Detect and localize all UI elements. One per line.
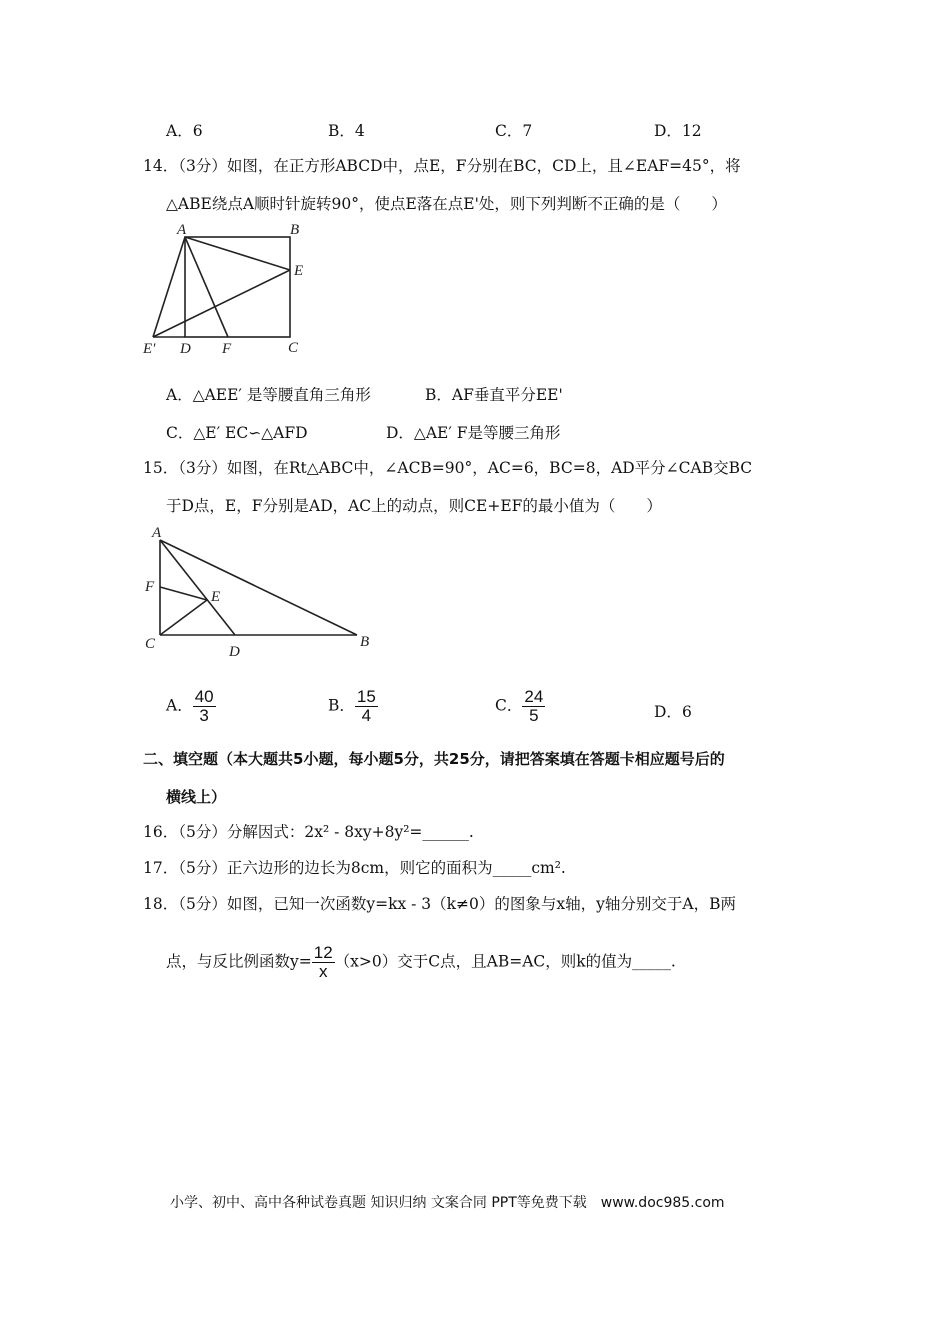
q16-stem: 16．（5分）分解因式：2x² - 8xy+8y²=______. (143, 823, 474, 841)
label-f: F (145, 579, 155, 595)
q14-option-c: C．△E′ EC∽△AFD (166, 424, 308, 442)
q13-option-d: D．12 (654, 122, 702, 140)
q15-stem-line1: 15．（3分）如图，在Rt△ABC中，∠ACB=90°，AC=6，BC=8，AD平分∠CAB交BC (143, 459, 753, 477)
q15-stem-line2: 于D点，E，F分别是AD，AC上的动点，则CE+EF的最小值为（ ） (166, 497, 662, 515)
q14-option-d: D．△AE′ F是等腰三角形 (386, 424, 561, 442)
label-d: D (229, 644, 240, 660)
q14-stem-line2: △ABE绕点A顺时针旋转90°，使点E落在点E'处，则下列判断不正确的是（ ） (166, 195, 727, 213)
q13-option-b: B．4 (328, 122, 365, 140)
label-c: C (145, 636, 156, 652)
label-a: A (177, 222, 187, 238)
q14-option-b: B．AF垂直平分EE' (425, 386, 563, 404)
q15-option-b: B． $\frac{15}{4}$ (328, 687, 376, 725)
label-a: A (152, 525, 162, 541)
label-b: B (360, 634, 370, 650)
fraction: $\frac{24}{5}$ (524, 687, 544, 725)
q13-option-a: A．6 (166, 122, 203, 140)
q14-stem-line1: 14．（3分）如图，在正方形ABCD中，点E，F分别在BC，CD上，且∠EAF=45°，将 (143, 157, 741, 175)
label-c: C (288, 340, 299, 356)
label-b: B (290, 222, 300, 238)
label-f: F (222, 341, 232, 357)
fraction: $\frac{15}{4}$ (356, 687, 376, 725)
page-footer: 小学、初中、高中各种试卷真题 知识归纳 文案合同 PPT等免费下载 www.doc985.com (170, 1195, 725, 1211)
q15-option-a: A． $\frac{40}{3}$ (166, 687, 214, 725)
label-e-prime: E′ (143, 341, 156, 357)
q15-option-c: C． $\frac{24}{5}$ (495, 687, 544, 725)
section-heading-line1: 二、填空题（本大题共5小题，每小题5分，共25分，请把答案填在答题卡相应题号后的 (143, 750, 725, 768)
q15-figure (160, 540, 357, 635)
label-e: E (294, 263, 304, 279)
section-heading-line2: 横线上） (166, 788, 227, 806)
q18-stem-line2: 点，与反比例函数y= $\frac{12}{x}$ （x>0）交于C点，且AB=AC，则k的值为_____. (166, 943, 676, 981)
fraction: $\frac{40}{3}$ (194, 687, 214, 725)
label-e: E (211, 589, 221, 605)
q14-option-a: A．△AEE′ 是等腰直角三角形 (166, 386, 371, 404)
q18-stem-line1: 18．（5分）如图，已知一次函数y=kx - 3（k≠0）的图象与x轴，y轴分别交于A，B两 (143, 895, 736, 913)
fraction: $\frac{12}{x}$ (313, 943, 333, 981)
label-d: D (180, 341, 191, 357)
q14-figure (153, 237, 290, 337)
q17-stem: 17．（5分）正六边形的边长为8cm，则它的面积为_____cm². (143, 859, 566, 877)
q13-option-c: C．7 (495, 122, 533, 140)
q15-option-d: D．6 (654, 703, 692, 721)
